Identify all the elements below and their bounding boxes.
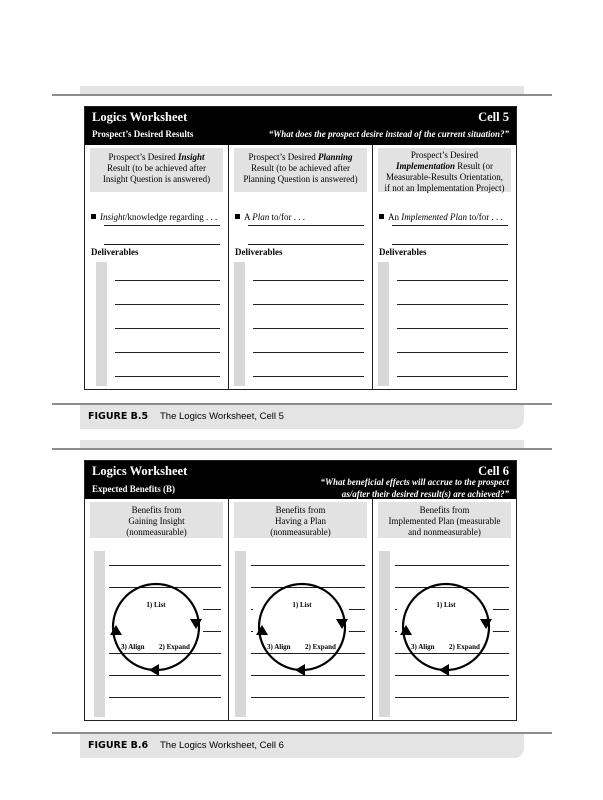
column-header: Benefits from Gaining Insight (nonmeasurable) — [90, 502, 223, 538]
top-rule — [52, 94, 552, 96]
list-expand-align-cycle — [391, 573, 501, 683]
write-line — [392, 225, 508, 226]
worksheet-question: “What beneficial effects will accrue to the prospect as/after their desired result(s) are achieved?” — [320, 477, 509, 499]
bullet-square-icon — [235, 214, 240, 219]
cycle-step-align: 3) Align — [121, 643, 145, 651]
cycle-step-list: 1) List — [436, 601, 456, 609]
cell-label: Cell 6 — [478, 464, 509, 478]
bullet-square-icon — [379, 214, 384, 219]
write-line — [115, 376, 220, 377]
column-insight — [85, 145, 228, 389]
columns — [85, 145, 516, 389]
arrow-icon — [439, 664, 449, 676]
write-line — [253, 280, 364, 281]
column-insight — [85, 499, 228, 720]
arrow-icon — [295, 664, 305, 676]
figure-caption — [80, 405, 524, 429]
bullet-item: An Implemented Plan to/for . . . — [379, 212, 510, 222]
gray-margin-bar — [235, 551, 246, 717]
write-line — [397, 280, 508, 281]
cycle-step-expand: 2) Expand — [305, 643, 336, 651]
worksheet-cell-6 — [84, 460, 517, 721]
write-line — [253, 328, 364, 329]
write-line — [115, 328, 220, 329]
arrow-icon — [149, 664, 159, 676]
write-line — [251, 697, 365, 698]
write-line — [104, 225, 220, 226]
worksheet-header — [85, 461, 516, 499]
column-header: Prospect’s Desired Insight Result (to be achieved after Insight Question is answered) — [90, 148, 223, 192]
write-line — [253, 376, 364, 377]
write-line — [115, 280, 220, 281]
cell-label: Cell 5 — [478, 110, 509, 124]
write-line — [392, 244, 508, 245]
write-line — [109, 697, 221, 698]
column-header: Benefits from Having a Plan (nonmeasurable) — [234, 502, 367, 538]
worksheet-subtitle: Expected Benefits (B) — [92, 484, 175, 494]
write-line — [115, 352, 220, 353]
write-line — [248, 225, 364, 226]
write-line — [395, 697, 509, 698]
worksheet-question: “What does the prospect desire instead of the current situation?” — [268, 129, 509, 139]
column-plan — [228, 499, 372, 720]
write-line — [251, 565, 365, 566]
cycle-step-list: 1) List — [146, 601, 166, 609]
deliverables-label: Deliverables — [379, 247, 427, 257]
column-implementation — [372, 145, 516, 389]
figure-caption — [80, 734, 524, 758]
worksheet-cell-5 — [84, 106, 517, 390]
deliverables-label: Deliverables — [235, 247, 283, 257]
write-line — [397, 376, 508, 377]
column-header: Benefits from Implemented Plan (measurable and nonmeasurable) — [378, 502, 511, 538]
list-expand-align-cycle — [247, 573, 357, 683]
gray-margin-bar — [378, 262, 389, 386]
figure-caption-text: The Logics Worksheet, Cell 5 — [160, 411, 284, 422]
columns — [85, 499, 516, 720]
write-line — [253, 304, 364, 305]
worksheet-header — [85, 107, 516, 145]
cycle-step-expand: 2) Expand — [449, 643, 480, 651]
cycle-step-list: 1) List — [292, 601, 312, 609]
figure-label: FIGURE B.6 — [88, 740, 149, 751]
write-line — [397, 328, 508, 329]
bullet-item: Insight/knowledge regarding . . . — [91, 212, 222, 222]
column-header: Prospect’s Desired Planning Result (to be achieved after Planning Question is answered) — [234, 148, 367, 192]
deliverables-label: Deliverables — [91, 247, 139, 257]
write-line — [397, 352, 508, 353]
write-line — [395, 565, 509, 566]
column-implemented — [372, 499, 516, 720]
worksheet-subtitle: Prospect’s Desired Results — [92, 129, 194, 139]
cycle-step-align: 3) Align — [267, 643, 291, 651]
write-line — [104, 244, 220, 245]
column-header: Prospect’s Desired Implementation Result (or Measurable-Results Orientation, if not an Implementation Project) — [378, 148, 511, 192]
cycle-step-expand: 2) Expand — [159, 643, 190, 651]
worksheet-title: Logics Worksheet — [92, 464, 188, 478]
gray-margin-bar — [379, 551, 390, 717]
figure-label: FIGURE B.5 — [88, 411, 149, 422]
top-rule — [52, 448, 552, 450]
bullet-square-icon — [91, 214, 96, 219]
write-line — [248, 244, 364, 245]
gray-margin-bar — [96, 262, 107, 386]
cycle-step-align: 3) Align — [411, 643, 435, 651]
gray-margin-bar — [234, 262, 245, 386]
write-line — [115, 304, 220, 305]
column-planning — [228, 145, 372, 389]
write-line — [397, 304, 508, 305]
write-line — [109, 565, 221, 566]
write-line — [253, 352, 364, 353]
bullet-item: A Plan to/for . . . — [235, 212, 366, 222]
worksheet-title: Logics Worksheet — [92, 110, 188, 124]
figure-caption-text: The Logics Worksheet, Cell 6 — [160, 740, 284, 751]
list-expand-align-cycle — [101, 573, 211, 683]
